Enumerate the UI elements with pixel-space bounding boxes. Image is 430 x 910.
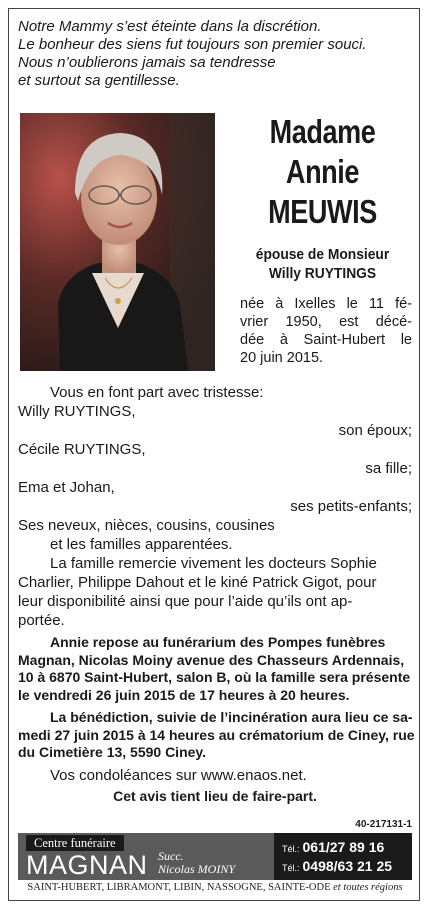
born-word: née (240, 296, 265, 312)
ad-banner (18, 833, 412, 880)
born-word: vrier (240, 314, 269, 330)
visitation-line: 10 à 6870 Saint-Hubert, salon B, où la famille sera présente (18, 669, 411, 685)
family-member-relation: ses petits-enfants; (290, 498, 412, 515)
announce-line: Vous en font part avec tristesse: (50, 384, 264, 401)
born-word: à (279, 332, 288, 348)
succ-name: Nicolas MOINY (158, 862, 236, 876)
funeral-home-ad (18, 833, 412, 896)
family-member-name: Willy RUYTINGS, (18, 403, 136, 420)
succ-label: Succ. (158, 849, 184, 863)
name-title: Madame (269, 113, 376, 150)
born-word: décé- (375, 314, 412, 330)
spouse-info (225, 245, 420, 283)
name-first: Annie (285, 153, 360, 190)
name-last: MEUWIS (268, 193, 377, 230)
born-word: 11 (368, 296, 384, 312)
reference-number: 40-217131-1 (355, 819, 412, 830)
regions-tail: et toutes régions (333, 882, 403, 893)
visitation-info (18, 634, 412, 704)
phone-number: 061/27 89 16 (302, 839, 385, 855)
ad-phones (274, 833, 412, 880)
extended-family: et les familles apparentées. (50, 536, 233, 553)
ad-brand: MAGNAN (26, 850, 148, 880)
ceremony-line: La bénédiction, suivie de l’incinération aura lieu ce sa- (50, 709, 413, 725)
phone-number: 0498/63 21 25 (302, 858, 393, 874)
regions-list: SAINT-HUBERT, LIBRAMONT, LIBIN, NASSOGNE, SAINTE-ODE (27, 882, 331, 893)
portrait-photo (20, 113, 215, 371)
thanks-line: leur disponibilité ainsi que pour l’aide qu’ils ont ap- (18, 593, 353, 610)
born-word: à (275, 296, 284, 312)
intro-line: Nous n’oublierons jamais sa tendresse (18, 54, 276, 71)
spouse-line: épouse de Monsieur (255, 246, 390, 263)
ad-regions (18, 880, 412, 896)
family-member-name: Cécile RUYTINGS, (18, 441, 146, 458)
death-date: 20 juin 2015. (240, 350, 324, 366)
family-member-name: Ema et Johan, (18, 479, 115, 496)
visitation-line: Magnan, Nicolas Moiny avenue des Chasseurs Ardennais, (18, 651, 405, 668)
born-word: le (346, 296, 358, 312)
tel-label: Tél.: (282, 863, 300, 873)
visitation-line: le vendredi 26 juin 2015 de 17 heures à 20 heures. (18, 686, 350, 703)
portrait-image (20, 113, 215, 371)
thanks-line: La famille remercie vivement les docteurs Sophie (50, 555, 377, 572)
ad-successor (158, 850, 235, 876)
born-word: est (339, 314, 359, 330)
born-word: 1950, (285, 314, 322, 330)
family-member-relation: sa fille; (365, 460, 412, 477)
notice-line: Cet avis tient lieu de faire-part. (113, 787, 317, 804)
born-word: Saint-Hubert (303, 332, 386, 348)
born-word: dée (240, 332, 265, 348)
thanks-line: Charlier, Philippe Dahout et le kiné Patrick Gigot, pour (18, 574, 377, 591)
visitation-line: Annie repose au funérarium des Pompes funèbres (50, 634, 386, 650)
intro-poem (18, 18, 413, 90)
condolences-line: Vos condoléances sur www.enaos.net. (50, 766, 307, 784)
intro-line: Notre Mammy s’est éteinte dans la discrétion. (18, 18, 322, 35)
extended-family: Ses neveux, nièces, cousins, cousines (18, 517, 275, 534)
ceremony-line: medi 27 juin 2015 à 14 heures au crématorium de Ciney, rue (18, 726, 415, 743)
ad-label: Centre funéraire (26, 835, 124, 851)
ceremony-info (18, 709, 415, 762)
obituary-body (18, 383, 415, 805)
deceased-name (225, 112, 420, 232)
birth-death-info (240, 295, 412, 367)
tel-label: Tél.: (282, 844, 300, 854)
born-word: Ixelles (294, 296, 336, 312)
intro-line: Le bonheur des siens fut toujours son premier souci. (18, 36, 367, 53)
family-member-relation: son époux; (338, 422, 412, 439)
spouse-name: Willy RUYTINGS (268, 265, 377, 282)
born-word: le (400, 332, 412, 348)
ceremony-line: du Cimetière 13, 5590 Ciney. (18, 744, 207, 760)
born-word: fé- (395, 296, 412, 312)
thanks-line: portée. (18, 612, 65, 629)
intro-line: et surtout sa gentillesse. (18, 72, 180, 89)
